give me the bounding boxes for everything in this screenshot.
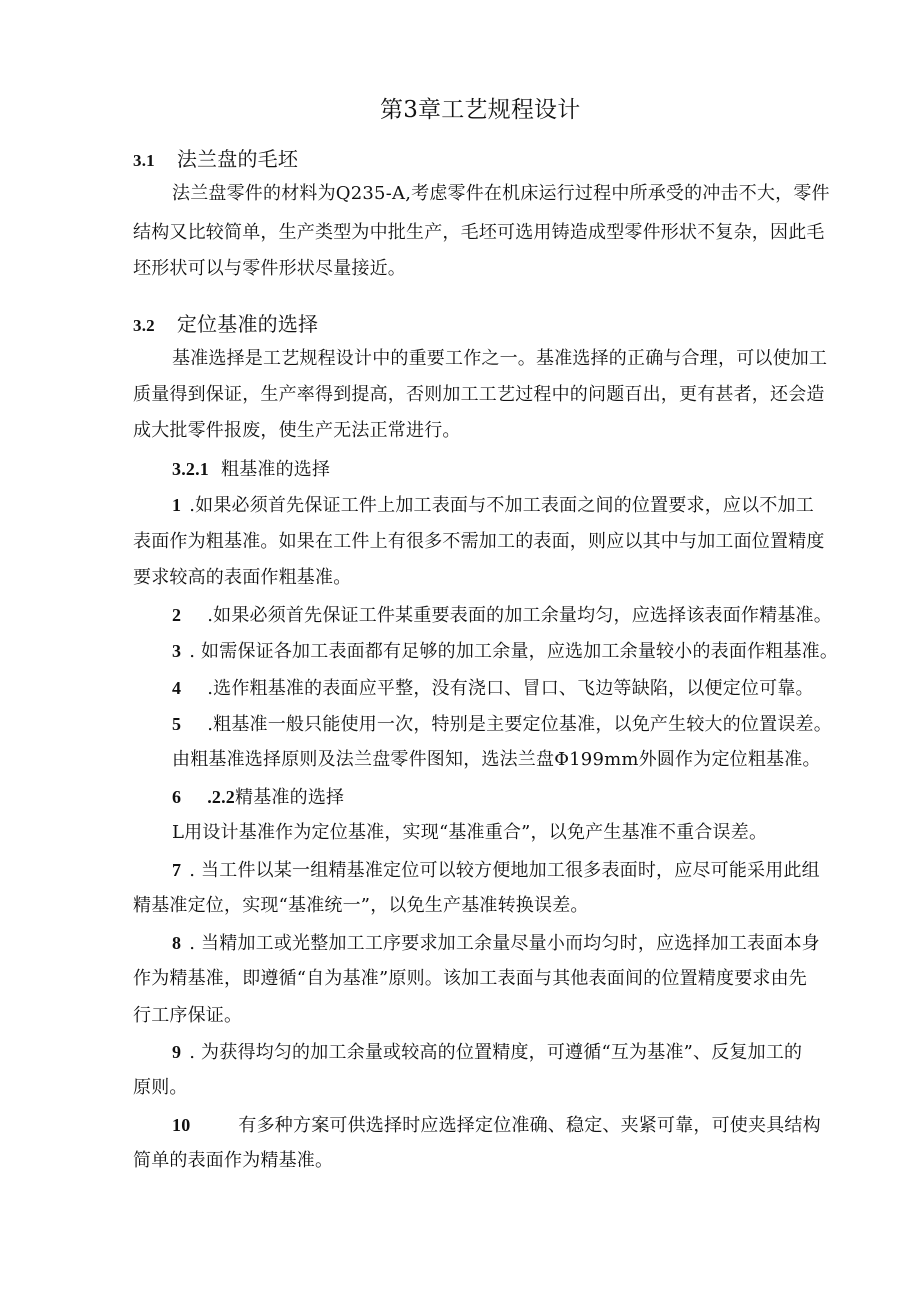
paragraph-line: 成大批零件报废，使生产无法正常进行。 [133, 420, 461, 441]
paragraph-line: 原则。 [133, 1077, 188, 1098]
paragraph-line: 作为精基准，即遵循“自为基准”原则。该加工表面与其他表面间的位置精度要求由先 [133, 968, 808, 989]
item-text: .如果必须首先保证工件上加工表面与不加工表面之间的位置要求，应以不加工 [189, 495, 814, 516]
item-number-suffix: .2.2 [207, 787, 236, 807]
section-heading-3-2 [133, 310, 318, 340]
section-number: 3.1 [133, 151, 155, 170]
item-number: 2 [172, 605, 182, 625]
list-item-10 [172, 1112, 821, 1139]
section-title: 法兰盘的毛坯 [176, 147, 299, 171]
list-item-4 [172, 675, 814, 702]
paragraph-line: L用设计基准作为定位基准，实现“基准重合”，以免产生基准不重合误差。 [172, 822, 768, 843]
list-item-2 [172, 602, 832, 629]
item-number: 3 [172, 641, 182, 661]
item-number: 9 [172, 1042, 182, 1062]
item-text: .选作粗基准的表面应平整，没有浇口、冒口、飞边等缺陷，以便定位可靠。 [207, 678, 814, 699]
list-item-3 [172, 638, 838, 665]
list-item-5 [172, 711, 832, 738]
list-item-9 [172, 1039, 802, 1066]
item-text: . 如需保证各加工表面都有足够的加工余量，应选加工余量较小的表面作粗基准。 [189, 641, 839, 662]
paragraph-line: 质量得到保证，生产率得到提高，否则加工工艺过程中的问题百出，更有甚者，还会造 [133, 384, 825, 405]
paragraph-line: 表面作为粗基准。如果在工件上有很多不需加工的表面，则应以其中与加工面位置精度 [133, 531, 825, 552]
item-number: 1 [172, 495, 182, 515]
chapter-title: 第3章工艺规程设计 [380, 97, 581, 123]
item-number: 10 [172, 1115, 191, 1135]
section-title: 定位基准的选择 [176, 312, 319, 336]
section-heading-3-1 [133, 145, 298, 175]
item-number: 4 [172, 678, 182, 698]
list-item-6 [172, 784, 344, 811]
paragraph-line: 简单的表面作为精基准。 [133, 1150, 334, 1171]
item-text: .粗基准一般只能使用一次，特别是主要定位基准，以免产生较大的位置误差。 [207, 714, 832, 735]
item-text: . 当精加工或光整加工工序要求加工余量尽量小而均匀时，应选择加工表面本身 [189, 933, 820, 954]
subsection-heading-3-2-1 [172, 456, 330, 483]
list-item-8 [172, 930, 820, 957]
paragraph-line: 结构又比较简单，生产类型为中批生产，毛坯可选用铸造成型零件形状不复杂，因此毛 [133, 222, 825, 243]
item-number: 5 [172, 714, 182, 734]
section-number: 3.2 [133, 316, 155, 335]
item-text: 有多种方案可供选择时应选择定位准确、稳定、夹紧可靠，可使夹具结构 [238, 1115, 821, 1136]
item-text: .如果必须首先保证工件某重要表面的加工余量均匀，应选择该表面作精基准。 [207, 605, 832, 626]
item-text: . 为获得均匀的加工余量或较高的位置精度，可遵循“互为基准”、反复加工的 [189, 1042, 803, 1063]
paragraph-line: 精基准定位，实现“基准统一”，以免生产基准转换误差。 [133, 895, 589, 916]
paragraph-line: 坯形状可以与零件形状尽量接近。 [133, 258, 406, 279]
paragraph-line: 要求较高的表面作粗基准。 [133, 567, 352, 588]
subsection-number: 3.2.1 [172, 459, 209, 479]
list-item-1 [172, 492, 814, 519]
paragraph-line: 基准选择是工艺规程设计中的重要工作之一。基准选择的正确与合理，可以使加工 [172, 348, 828, 369]
paragraph-line: 行工序保证。 [133, 1005, 243, 1026]
item-text: 精基准的选择 [235, 787, 345, 808]
item-number: 8 [172, 933, 182, 953]
item-number: 7 [172, 860, 182, 880]
subsection-title: 粗基准的选择 [221, 459, 331, 480]
item-number: 6 [172, 787, 182, 807]
item-text: . 当工件以某一组精基准定位可以较方便地加工很多表面时，应尽可能采用此组 [189, 860, 820, 881]
list-item-7 [172, 857, 820, 884]
paragraph-line: 法兰盘零件的材料为Q235-A,考虑零件在机床运行过程中所承受的冲击不大，零件 [172, 183, 830, 204]
paragraph-line: 由粗基准选择原则及法兰盘零件图知，选法兰盘Φ199mm外圆作为定位粗基准。 [172, 749, 821, 770]
